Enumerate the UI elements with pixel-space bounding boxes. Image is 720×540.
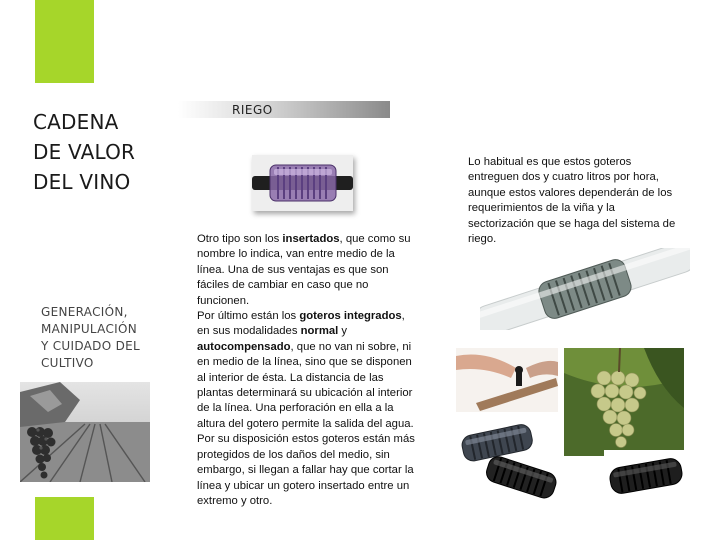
right-text: Lo habitual es que estos goteros entreguen dos y cuatro litros por hora, aunque estos valores dependerán de los requerimientos de la viña y la sectorización que se haga del sistema de riego. — [468, 156, 676, 246]
vineyard-photo — [20, 382, 150, 482]
page-subtitle: GENERACIÓN, MANIPULACIÓN Y CUIDADO DEL CULTIVO — [41, 305, 140, 370]
dark-drippers-image — [456, 418, 564, 502]
integrated-dripper-image — [480, 248, 690, 330]
grapes-photo — [564, 348, 684, 456]
section-header-bar — [178, 101, 390, 118]
paragraph-inserted: Otro tipo son los insertados, que como su nombre lo indica, van entre medio de la línea. Una de sus ventajas es que son fáciles de cambiar en caso que no funcionen. — [197, 233, 411, 307]
black-dripper-image — [604, 450, 688, 502]
paragraph-integrated: Por último están los goteros integrados, en sus modalidades normal y autocompensado, que no van ni sobre, ni en medio de la línea, sino que se disponen al interior de ésta. La distancia de las plantas determinará su ubicación al interior de la línea. Una perforación en ella a la altura del gotero permite la salida del agua. Por su disposición estos goteros están más protegidos de los daños del medio, sin embargo, si llegan a fallar hay que cortar la línea y ubicar un gotero insertado entre un extremo y otro. — [197, 310, 415, 507]
section-title: RIEGO — [232, 103, 273, 117]
body-text — [197, 232, 417, 509]
bottom-green-block — [35, 497, 94, 540]
top-green-block — [35, 0, 94, 83]
page-title: CADENA DE VALOR DEL VINO — [33, 110, 136, 194]
installation-photo — [456, 348, 558, 412]
inserted-dripper-image — [252, 155, 353, 211]
